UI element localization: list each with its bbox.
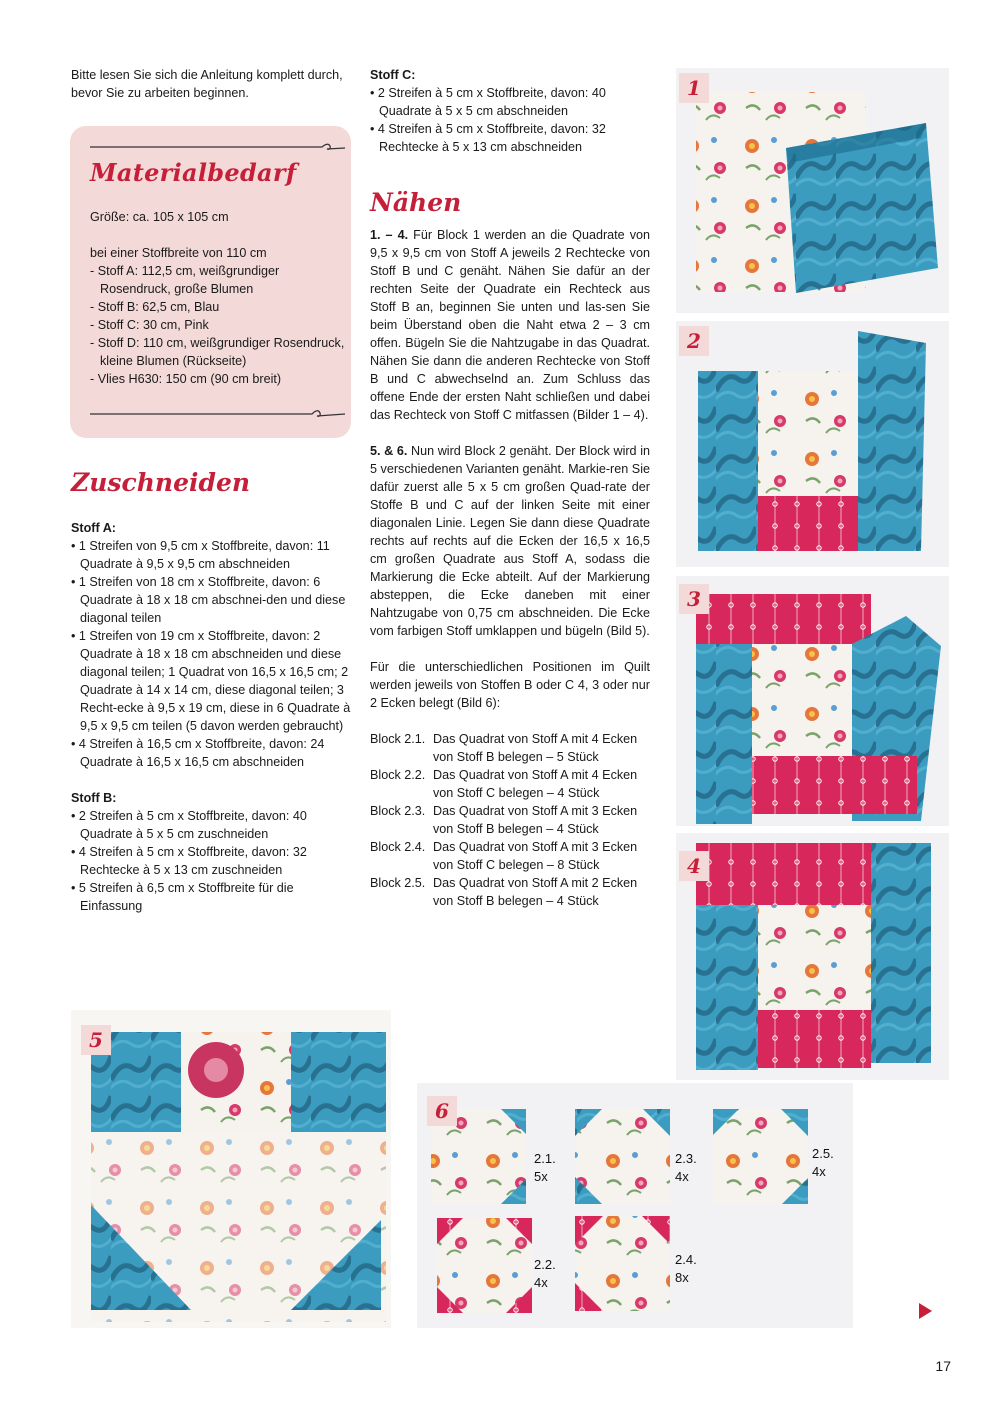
material-item: - Stoff D: 110 cm, weißgrundiger Rosendruck, kleine Blumen (Rückseite): [90, 336, 345, 368]
list-item: • 1 Streifen von 9,5 cm x Stoffbreite, davon: 11 Quadrate à 9,5 x 9,5 cm abschneiden: [71, 539, 330, 571]
block-item: Block 2.2. Das Quadrat von Stoff A mit 4 Ecken: [370, 768, 638, 782]
photo-5: [71, 1010, 391, 1328]
photo-6-label: 2.1. 5x: [534, 1151, 556, 1184]
width-note: bei einer Stoffbreite von 110 cm: [90, 246, 267, 260]
material-item: - Stoff C: 30 cm, Pink: [90, 318, 209, 332]
photo-6-label: 2.5. 4x: [812, 1146, 834, 1179]
naehen-paragraph-2: 5. & 6. Nun wird Block 2 genäht. Der Block wird in 5 verschiedenen Varianten genäht. Markie-ren Sie dafür zuerst alle 5 x 5 cm großen Quad-rate der Stoffe B und C auf der linken Seite mit einer diagonalen Linie. Legen Sie dann diese Quadrate rechts auf rechts auf die Ecken der 16,5 x 16,5 cm großen Quadrate aus Stoff A, sodass die Markierung die Ecke abteilt. Auf der Markierung absteppen, die Ecke daneben mit einer Nahtzugabe von 0,75 cm abschneiden. Die Ecke vom farbigen Stoff umklappen und bügeln (Bild 5).: [370, 444, 650, 638]
photo-4-image: [676, 833, 949, 1080]
zuschneiden-column: [71, 519, 353, 915]
list-item: • 5 Streifen à 6,5 cm x Stoffbreite für die Einfassung: [71, 881, 294, 913]
photo-2: [676, 321, 949, 567]
photo-number: 5: [81, 1025, 111, 1055]
naehen-title: Nähen: [370, 188, 462, 217]
photo-6-label: 2.2. 4x: [534, 1257, 556, 1290]
photo-6-label: 2.3. 4x: [675, 1151, 697, 1184]
photo-6: [417, 1083, 853, 1328]
middle-column: [370, 66, 650, 910]
block-item: Block 2.5. Das Quadrat von Stoff A mit 2 Ecken: [370, 876, 638, 890]
photo-1-image: [676, 68, 949, 313]
list-item: • 4 Streifen à 5 cm x Stoffbreite, davon: 32 Rechtecke à 5 x 13 cm zuschneiden: [71, 845, 307, 877]
block-list: Block 2.1. Das Quadrat von Stoff A mit 4 Ecken von Stoff B belegen – 5 Stück Block 2.2. Das Quadrat von Stoff A mit 4 Ecken von Stoff C belegen – 4 Stück Block 2.3. Das Quadrat von Stoff A mit 3 Ecken von Stoff B belegen – 4 Stück Block 2.4. Das Quadrat von Stoff A mit 3 Ecken von Stoff C belegen – 8 Stück Block 2.5. Das Quadrat von Stoff A mit 2 Ecken von Stoff B belegen – 4 Stück: [370, 730, 650, 910]
top-divider-squiggle: [90, 140, 345, 154]
photo-4: [676, 833, 949, 1080]
photo-2-image: [676, 321, 949, 567]
naehen-paragraph-3: Für die unterschiedlichen Positionen im Quilt werden jeweils von Stoffen B oder C 4, 3 oder nur 2 Ecken belegt (Bild 6):: [370, 660, 650, 710]
intro-text: Bitte lesen Sie sich die Anleitung komplett durch, bevor Sie zu arbeiten beginnen.: [71, 68, 343, 100]
materialbedarf-title: Materialbedarf: [90, 158, 297, 187]
zuschneiden-title: Zuschneiden: [71, 468, 251, 497]
list-item: • 1 Streifen von 18 cm x Stoffbreite, davon: 6 Quadrate à 18 x 18 cm abschnei-den und diese diagonal teilen: [71, 575, 346, 625]
stoff-a-heading: Stoff A:: [71, 521, 116, 535]
block-item: Block 2.3. Das Quadrat von Stoff A mit 3 Ecken: [370, 804, 638, 818]
photo-5-image: [71, 1010, 391, 1328]
list-item: • 1 Streifen von 19 cm x Stoffbreite, davon: 2 Quadrate à 18 x 18 cm abschneiden und diese diagonal teilen; 1 Quadrat von 16,5 x 16,5 cm; 2 Quadrate à 14 x 14 cm, diese diagonal teilen; 3 Recht-ecke à 9,5 x 19 cm, diese in 6 Quadrate à 9,5 x 9,5 cm teilen (5 davon werden gebraucht): [71, 629, 351, 733]
photo-6-label: 2.4. 8x: [675, 1252, 697, 1285]
size-text: Größe: ca. 105 x 105 cm: [90, 210, 229, 224]
photo-number: 4: [679, 851, 709, 881]
photo-3: [676, 576, 949, 826]
photo-6-image: [417, 1083, 853, 1328]
naehen-paragraph-1: 1. – 4. Für Block 1 werden an die Quadrate von 9,5 x 9,5 cm von Stoff A jeweils 2 Rechtecke von Stoff B und C genäht. Nähen Sie dafür an der rechten Seite der Quadrate ein Rechteck aus Stoff B an, beginnen Sie unten und las-sen Sie beim Überstand oben die Naht etwa 2 – 3 cm offen. Bügeln Sie die Nahtzugabe in das Quadrat. Nähen Sie dann die anderen Rechtecke von Stoff B und C abwechselnd an. Zum Schluss das offene Ende der ersten Naht schließen und dabei das Rechteck von Stoff C mitfassen (Bilder 1 – 4).: [370, 228, 650, 422]
materialbedarf-box: [70, 126, 351, 438]
stoff-c-heading: Stoff C:: [370, 68, 416, 82]
list-item: • 4 Streifen à 16,5 cm x Stoffbreite, davon: 24 Quadrate à 16,5 x 16,5 cm abschneiden: [71, 737, 325, 769]
list-item: • 2 Streifen à 5 cm x Stoffbreite, davon: 40 Quadrate à 5 x 5 cm abschneiden: [370, 86, 606, 118]
photo-number: 2: [679, 326, 709, 356]
page-number: 17: [935, 1358, 951, 1374]
next-page-arrow-icon[interactable]: [919, 1303, 932, 1319]
photo-1: [676, 68, 949, 313]
photo-3-image: [676, 576, 949, 826]
block-item: Block 2.1. Das Quadrat von Stoff A mit 4 Ecken: [370, 732, 638, 746]
material-item: - Vlies H630: 150 cm (90 cm breit): [90, 372, 282, 386]
photo-number: 1: [679, 73, 709, 103]
bottom-divider-squiggle: [90, 406, 345, 420]
stoff-b-heading: Stoff B:: [71, 791, 117, 805]
block-item: Block 2.4. Das Quadrat von Stoff A mit 3 Ecken: [370, 840, 638, 854]
material-item: - Stoff A: 112,5 cm, weißgrundiger Rosendruck, große Blumen: [90, 264, 280, 296]
list-item: • 4 Streifen à 5 cm x Stoffbreite, davon: 32 Rechtecke à 5 x 13 cm abschneiden: [370, 122, 606, 154]
material-item: - Stoff B: 62,5 cm, Blau: [90, 300, 220, 314]
photo-number: 6: [427, 1096, 457, 1126]
list-item: • 2 Streifen à 5 cm x Stoffbreite, davon: 40 Quadrate à 5 x 5 cm zuschneiden: [71, 809, 307, 841]
photo-number: 3: [679, 584, 709, 614]
